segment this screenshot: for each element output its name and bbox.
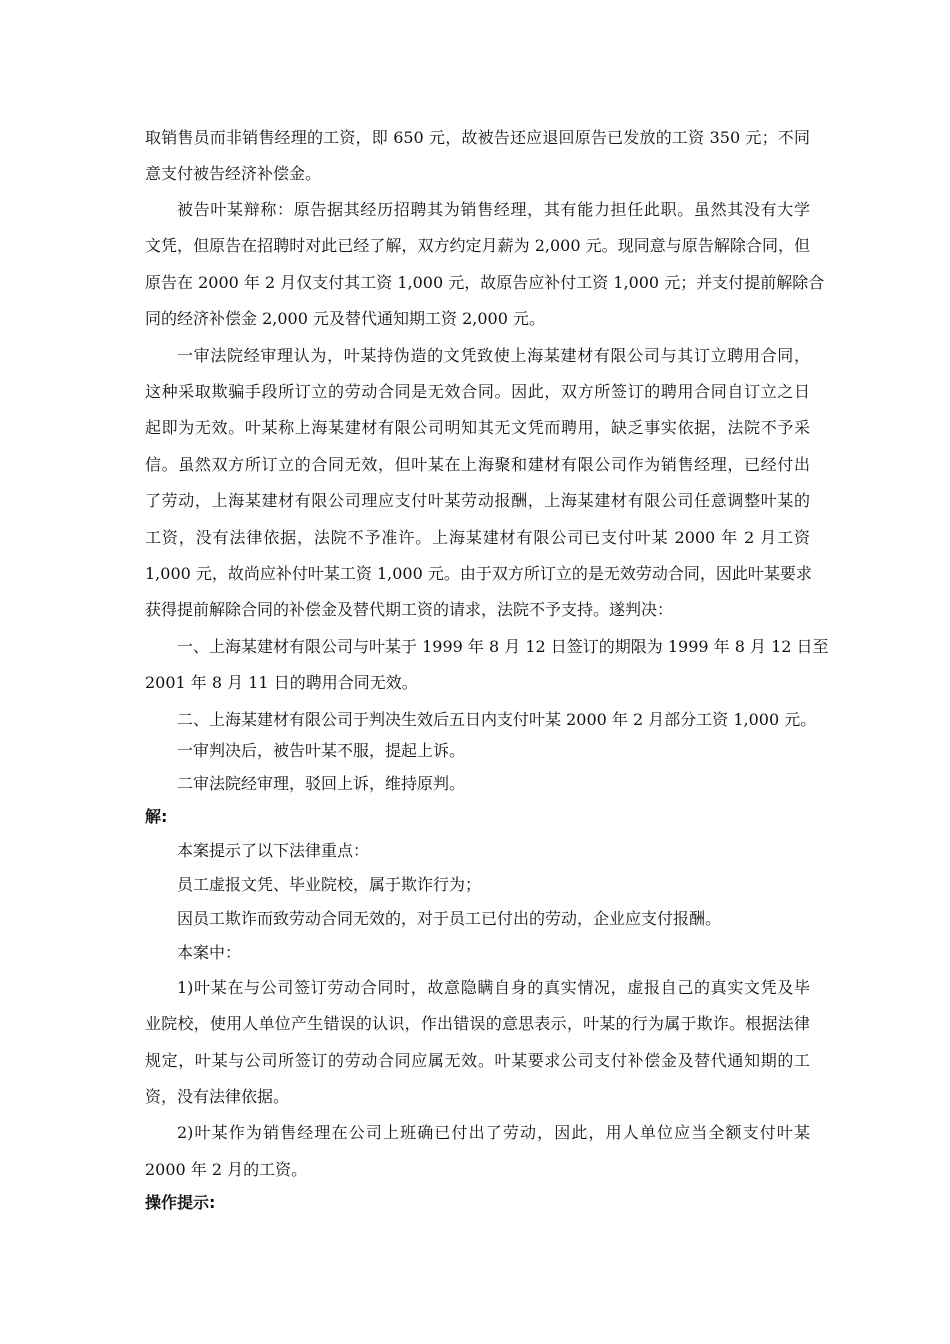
paragraph-line: 2000 年 2 月的工资。 <box>145 1160 308 1179</box>
paragraph-line: 员工虚报文凭、毕业院校，属于欺诈行为； <box>177 875 482 894</box>
section-heading-solution: 解: <box>145 807 168 826</box>
paragraph-line: 1,000 元，故尚应补付叶某工资 1,000 元。由于双方所订立的是无效劳动合同，因此叶某要求 <box>145 564 812 583</box>
section-heading-tips: 操作提示: <box>145 1193 216 1212</box>
paragraph-line: 文凭，但原告在招聘时对此已经了解，双方约定月薪为 2,000 元。现同意与原告解除合同，但 <box>145 236 810 255</box>
paragraph-line: 这种采取欺骗手段所订立的劳动合同是无效合同。因此，双方所签订的聘用合同自订立之日 <box>145 382 810 401</box>
paragraph-line: 二审法院经审理，驳回上诉，维持原判。 <box>177 774 466 793</box>
paragraph-line: 资，没有法律依据。 <box>145 1087 290 1106</box>
paragraph-line: 一审判决后，被告叶某不服，提起上诉。 <box>177 741 466 760</box>
paragraph-line: 工资，没有法律依据，法院不予准许。上海某建材有限公司已支付叶某 2000 年 2 月工资 <box>145 528 810 547</box>
paragraph-line: 了劳动，上海某建材有限公司理应支付叶某劳动报酬，上海某建材有限公司任意调整叶某的 <box>145 491 810 510</box>
paragraph-line: 规定，叶某与公司所签订的劳动合同应属无效。叶某要求公司支付补偿金及替代通知期的工 <box>145 1051 810 1070</box>
paragraph-line: 一审法院经审理认为，叶某持伪造的文凭致使上海某建材有限公司与其订立聘用合同， <box>177 346 810 365</box>
paragraph-line: 业院校，使用人单位产生错误的认识，作出错误的意思表示，叶某的行为属于欺诈。根据法律 <box>145 1014 810 1033</box>
paragraph-line: 意支付被告经济补偿金。 <box>145 164 322 183</box>
paragraph-line: 2001 年 8 月 11 日的聘用合同无效。 <box>145 673 418 692</box>
paragraph-line: 同的经济补偿金 2,000 元及替代通知期工资 2,000 元。 <box>145 309 545 328</box>
paragraph-line: 本案提示了以下法律重点： <box>177 841 370 860</box>
paragraph-line: 取销售员而非销售经理的工资，即 650 元，故被告还应退回原告已发放的工资 350 元；不同 <box>145 128 810 147</box>
paragraph-line: 起即为无效。叶某称上海某建材有限公司明知其无文凭而聘用，缺乏事实依据，法院不予采 <box>145 418 810 437</box>
paragraph-line: 原告在 2000 年 2 月仅支付其工资 1,000 元，故原告应补付工资 1,000 元；并支付提前解除合 <box>145 273 825 292</box>
paragraph-line: 获得提前解除合同的补偿金及替代期工资的请求，法院不予支持。遂判决： <box>145 600 674 619</box>
paragraph-line: 1)叶某在与公司签订劳动合同时，故意隐瞒自身的真实情况，虚报自己的真实文凭及毕 <box>177 978 810 997</box>
paragraph-line: 2)叶某作为销售经理在公司上班确已付出了劳动，因此，用人单位应当全额支付叶某 <box>177 1123 810 1142</box>
paragraph-line: 信。虽然双方所订立的合同无效，但叶某在上海聚和建材有限公司作为销售经理，已经付出 <box>145 455 810 474</box>
paragraph-line: 因员工欺诈而致劳动合同无效的，对于员工已付出的劳动，企业应支付报酬。 <box>177 909 722 928</box>
paragraph-line: 被告叶某辩称：原告据其经历招聘其为销售经理，其有能力担任此职。虽然其没有大学 <box>177 200 810 219</box>
paragraph-line: 本案中： <box>177 943 242 962</box>
paragraph-line: 二、上海某建材有限公司于判决生效后五日内支付叶某 2000 年 2 月部分工资 1,000 元。 <box>177 710 817 729</box>
paragraph-line: 一、上海某建材有限公司与叶某于 1999 年 8 月 12 日签订的期限为 1999 年 8 月 12 日至 <box>177 637 829 656</box>
